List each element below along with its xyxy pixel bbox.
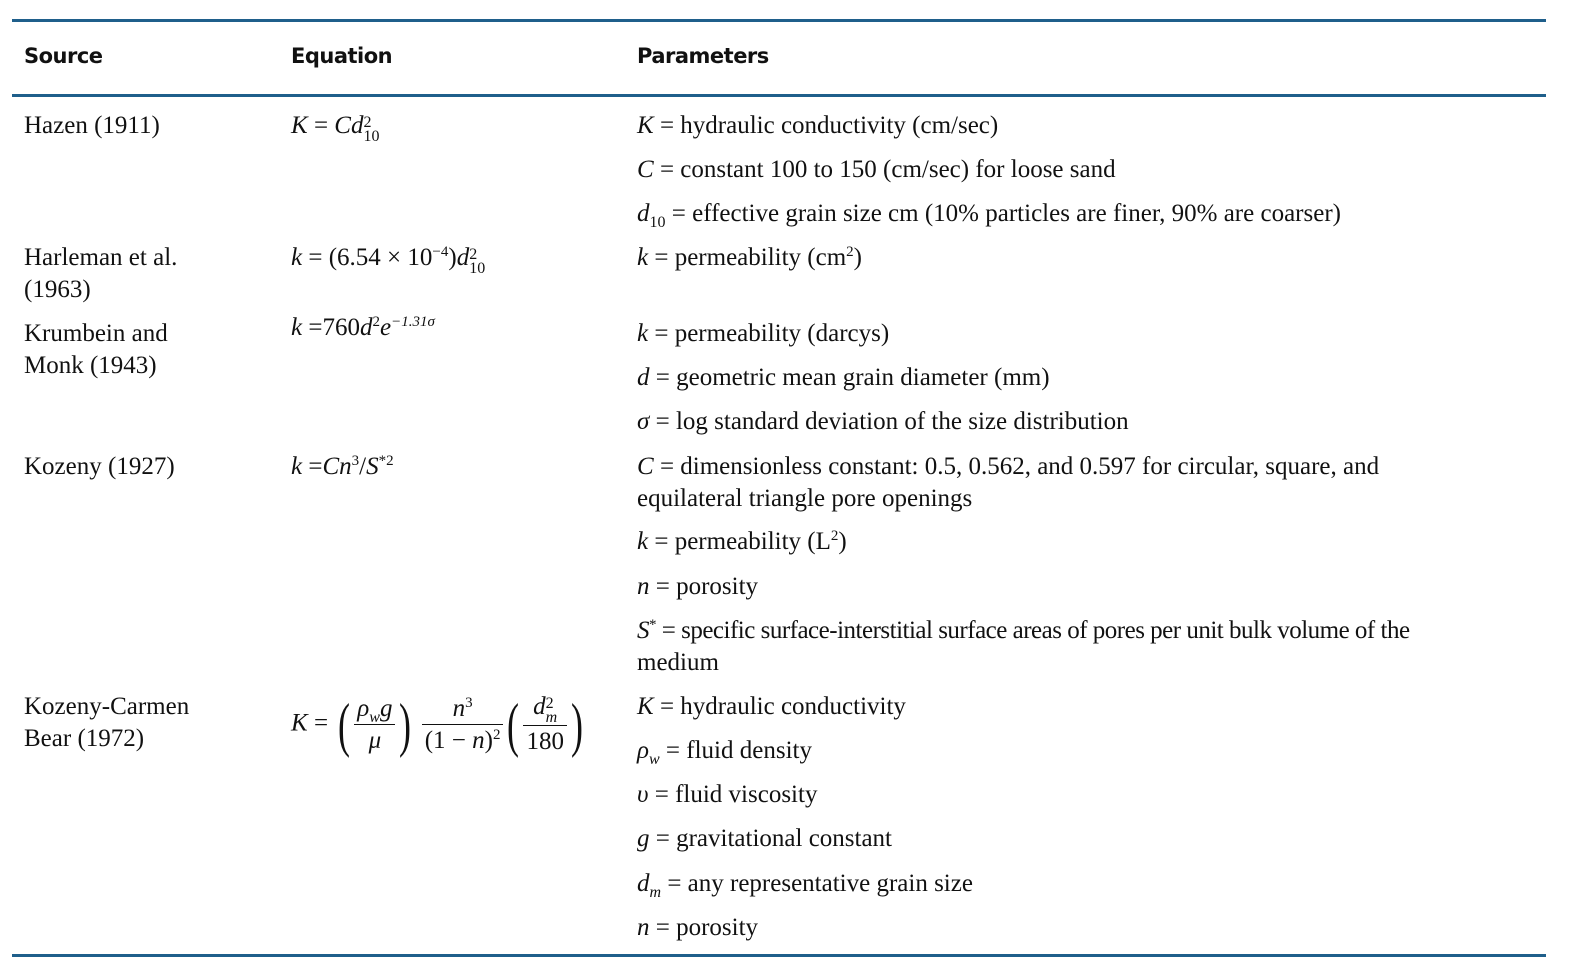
param: υ = fluid viscosity	[637, 781, 818, 808]
equation-hazen: K = Cd 2 10	[291, 112, 380, 145]
param: $d_{10}$ = effective grain size cm (10% particles are finer, 90% are coarser)	[637, 200, 1341, 231]
source-harleman-year: (1963)	[24, 276, 91, 303]
param: k = permeability $(L^2)$	[637, 528, 847, 555]
param: $d_m$ = any representative grain size	[637, 870, 973, 901]
param: n = porosity	[637, 573, 759, 600]
source-krumbein-year: Monk (1943)	[24, 352, 157, 379]
header-rule	[12, 94, 1546, 97]
equation-kozeny-carmen: K = ( $\frac{\rho_wg}{\mu}$ ) $\frac{n^3}{(1 - n)^2}$ ( d 2 m 180 )	[291, 692, 583, 758]
param: σ = log standard deviation of the size distribution	[637, 408, 1129, 435]
source-kozeny-carmen: Kozeny-Carmen	[24, 693, 190, 720]
source-kozeny-carmen-year: Bear (1972)	[24, 725, 145, 752]
header-equation: Equation	[291, 44, 393, 68]
param: k = permeability $(cm^2)$	[637, 244, 862, 271]
param: g = gravitational constant	[637, 825, 893, 852]
param: C = dimensionless constant: 0.5, 0.562, and 0.597 for circular, square, and	[637, 453, 1380, 480]
param: $\rho_w$ = fluid density	[637, 737, 812, 768]
param: k = permeability (darcys)	[637, 320, 890, 347]
source-harleman: Harleman et al.	[24, 244, 178, 271]
header-source: Source	[24, 44, 103, 68]
header-parameters: Parameters	[637, 44, 769, 68]
param-continued: equilateral triangle pore openings	[637, 485, 973, 512]
param: K = hydraulic conductivity (cm/sec)	[637, 112, 999, 139]
source-hazen: Hazen (1911)	[24, 112, 160, 139]
source-krumbein: Krumbein and	[24, 320, 168, 347]
param: S* = specific surface-interstitial surface areas of pores per unit bulk volume of the	[637, 617, 1410, 644]
param: K = hydraulic conductivity	[637, 693, 906, 720]
top-rule	[12, 19, 1546, 22]
param: C = constant 100 to 150 (cm/sec) for loose sand	[637, 156, 1116, 183]
param: n = porosity	[637, 914, 759, 941]
param: d = geometric mean grain diameter (mm)	[637, 364, 1050, 391]
equation-krumbein: $k =760d^2e^{-1.31\sigma}$	[291, 314, 435, 341]
equation-harleman: $k = (6.54 \times 10^{-4})d$ 2 10	[291, 244, 486, 277]
bottom-rule	[12, 954, 1546, 957]
equation-kozeny: $k =Cn^3/S^{*2}$	[291, 453, 394, 480]
source-kozeny: Kozeny (1927)	[24, 453, 175, 480]
param-continued: medium	[637, 649, 719, 676]
